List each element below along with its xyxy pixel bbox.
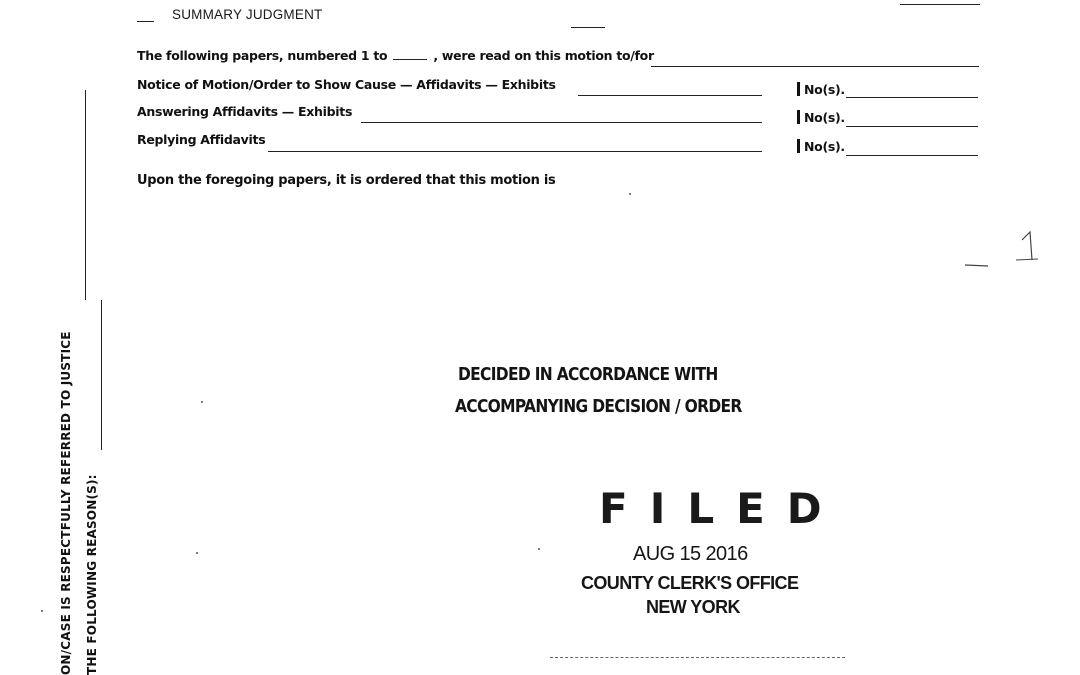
notice-no-blank[interactable] bbox=[846, 97, 978, 98]
filed-stamp-city: NEW YORK bbox=[646, 597, 740, 617]
left-margin-rule bbox=[85, 90, 86, 300]
summary-judgment-label: SUMMARY JUDGMENT bbox=[172, 7, 323, 22]
notice-of-motion-blank[interactable] bbox=[578, 95, 762, 96]
motion-for-blank[interactable] bbox=[651, 66, 979, 67]
answering-affidavits-label: Answering Affidavits — Exhibits bbox=[137, 104, 353, 119]
filed-stamp-office: COUNTY CLERK'S OFFICE bbox=[581, 573, 799, 593]
scan-speck bbox=[196, 552, 198, 554]
notice-of-motion-label: Notice of Motion/Order to Show Cause — Affidavits — Exhibits bbox=[137, 77, 556, 92]
side-reasons-blank bbox=[101, 300, 102, 450]
notice-no-label: No(s). bbox=[804, 82, 845, 97]
answering-no-blank[interactable] bbox=[846, 126, 978, 127]
scan-speck bbox=[629, 193, 631, 195]
filed-stamp-title: FILED bbox=[599, 484, 844, 533]
scan-speck bbox=[41, 610, 43, 612]
scan-mark-graphic bbox=[960, 222, 1040, 272]
papers-count-blank[interactable] bbox=[393, 59, 427, 60]
top-blank-left bbox=[137, 21, 154, 22]
papers-read-line bbox=[137, 48, 654, 63]
answering-no-label: No(s). bbox=[804, 110, 845, 125]
papers-prefix: The following papers, numbered 1 to bbox=[137, 48, 388, 63]
scan-speck bbox=[538, 548, 540, 550]
replying-no-label: No(s). bbox=[804, 139, 845, 154]
papers-suffix: , were read on this motion to/for bbox=[433, 48, 654, 63]
scan-speck bbox=[201, 401, 203, 403]
answering-affidavits-blank[interactable] bbox=[361, 122, 762, 123]
filed-stamp-date: AUG 15 2016 bbox=[633, 543, 748, 565]
top-blank-center bbox=[571, 27, 605, 28]
filed-stamp-signature-line bbox=[550, 657, 845, 658]
no-marker-bar bbox=[797, 110, 800, 124]
side-text-reasons: THE FOLLOWING REASON(S): bbox=[85, 474, 99, 675]
ordered-motion-text: Upon the foregoing papers, it is ordered that this motion is bbox=[137, 173, 556, 188]
replying-affidavits-label: Replying Affidavits bbox=[137, 132, 266, 147]
replying-affidavits-blank[interactable] bbox=[268, 151, 762, 152]
no-marker-bar bbox=[797, 82, 800, 96]
decided-stamp-line1: DECIDED IN ACCORDANCE WITH bbox=[458, 364, 718, 385]
top-rule-right bbox=[900, 4, 980, 5]
decided-stamp-line2: ACCOMPANYING DECISION / ORDER bbox=[455, 396, 742, 417]
no-marker-bar bbox=[797, 139, 800, 153]
side-text-referred: ON/CASE IS RESPECTFULLY REFERRED TO JUSTICE bbox=[59, 331, 73, 675]
replying-no-blank[interactable] bbox=[846, 155, 978, 156]
